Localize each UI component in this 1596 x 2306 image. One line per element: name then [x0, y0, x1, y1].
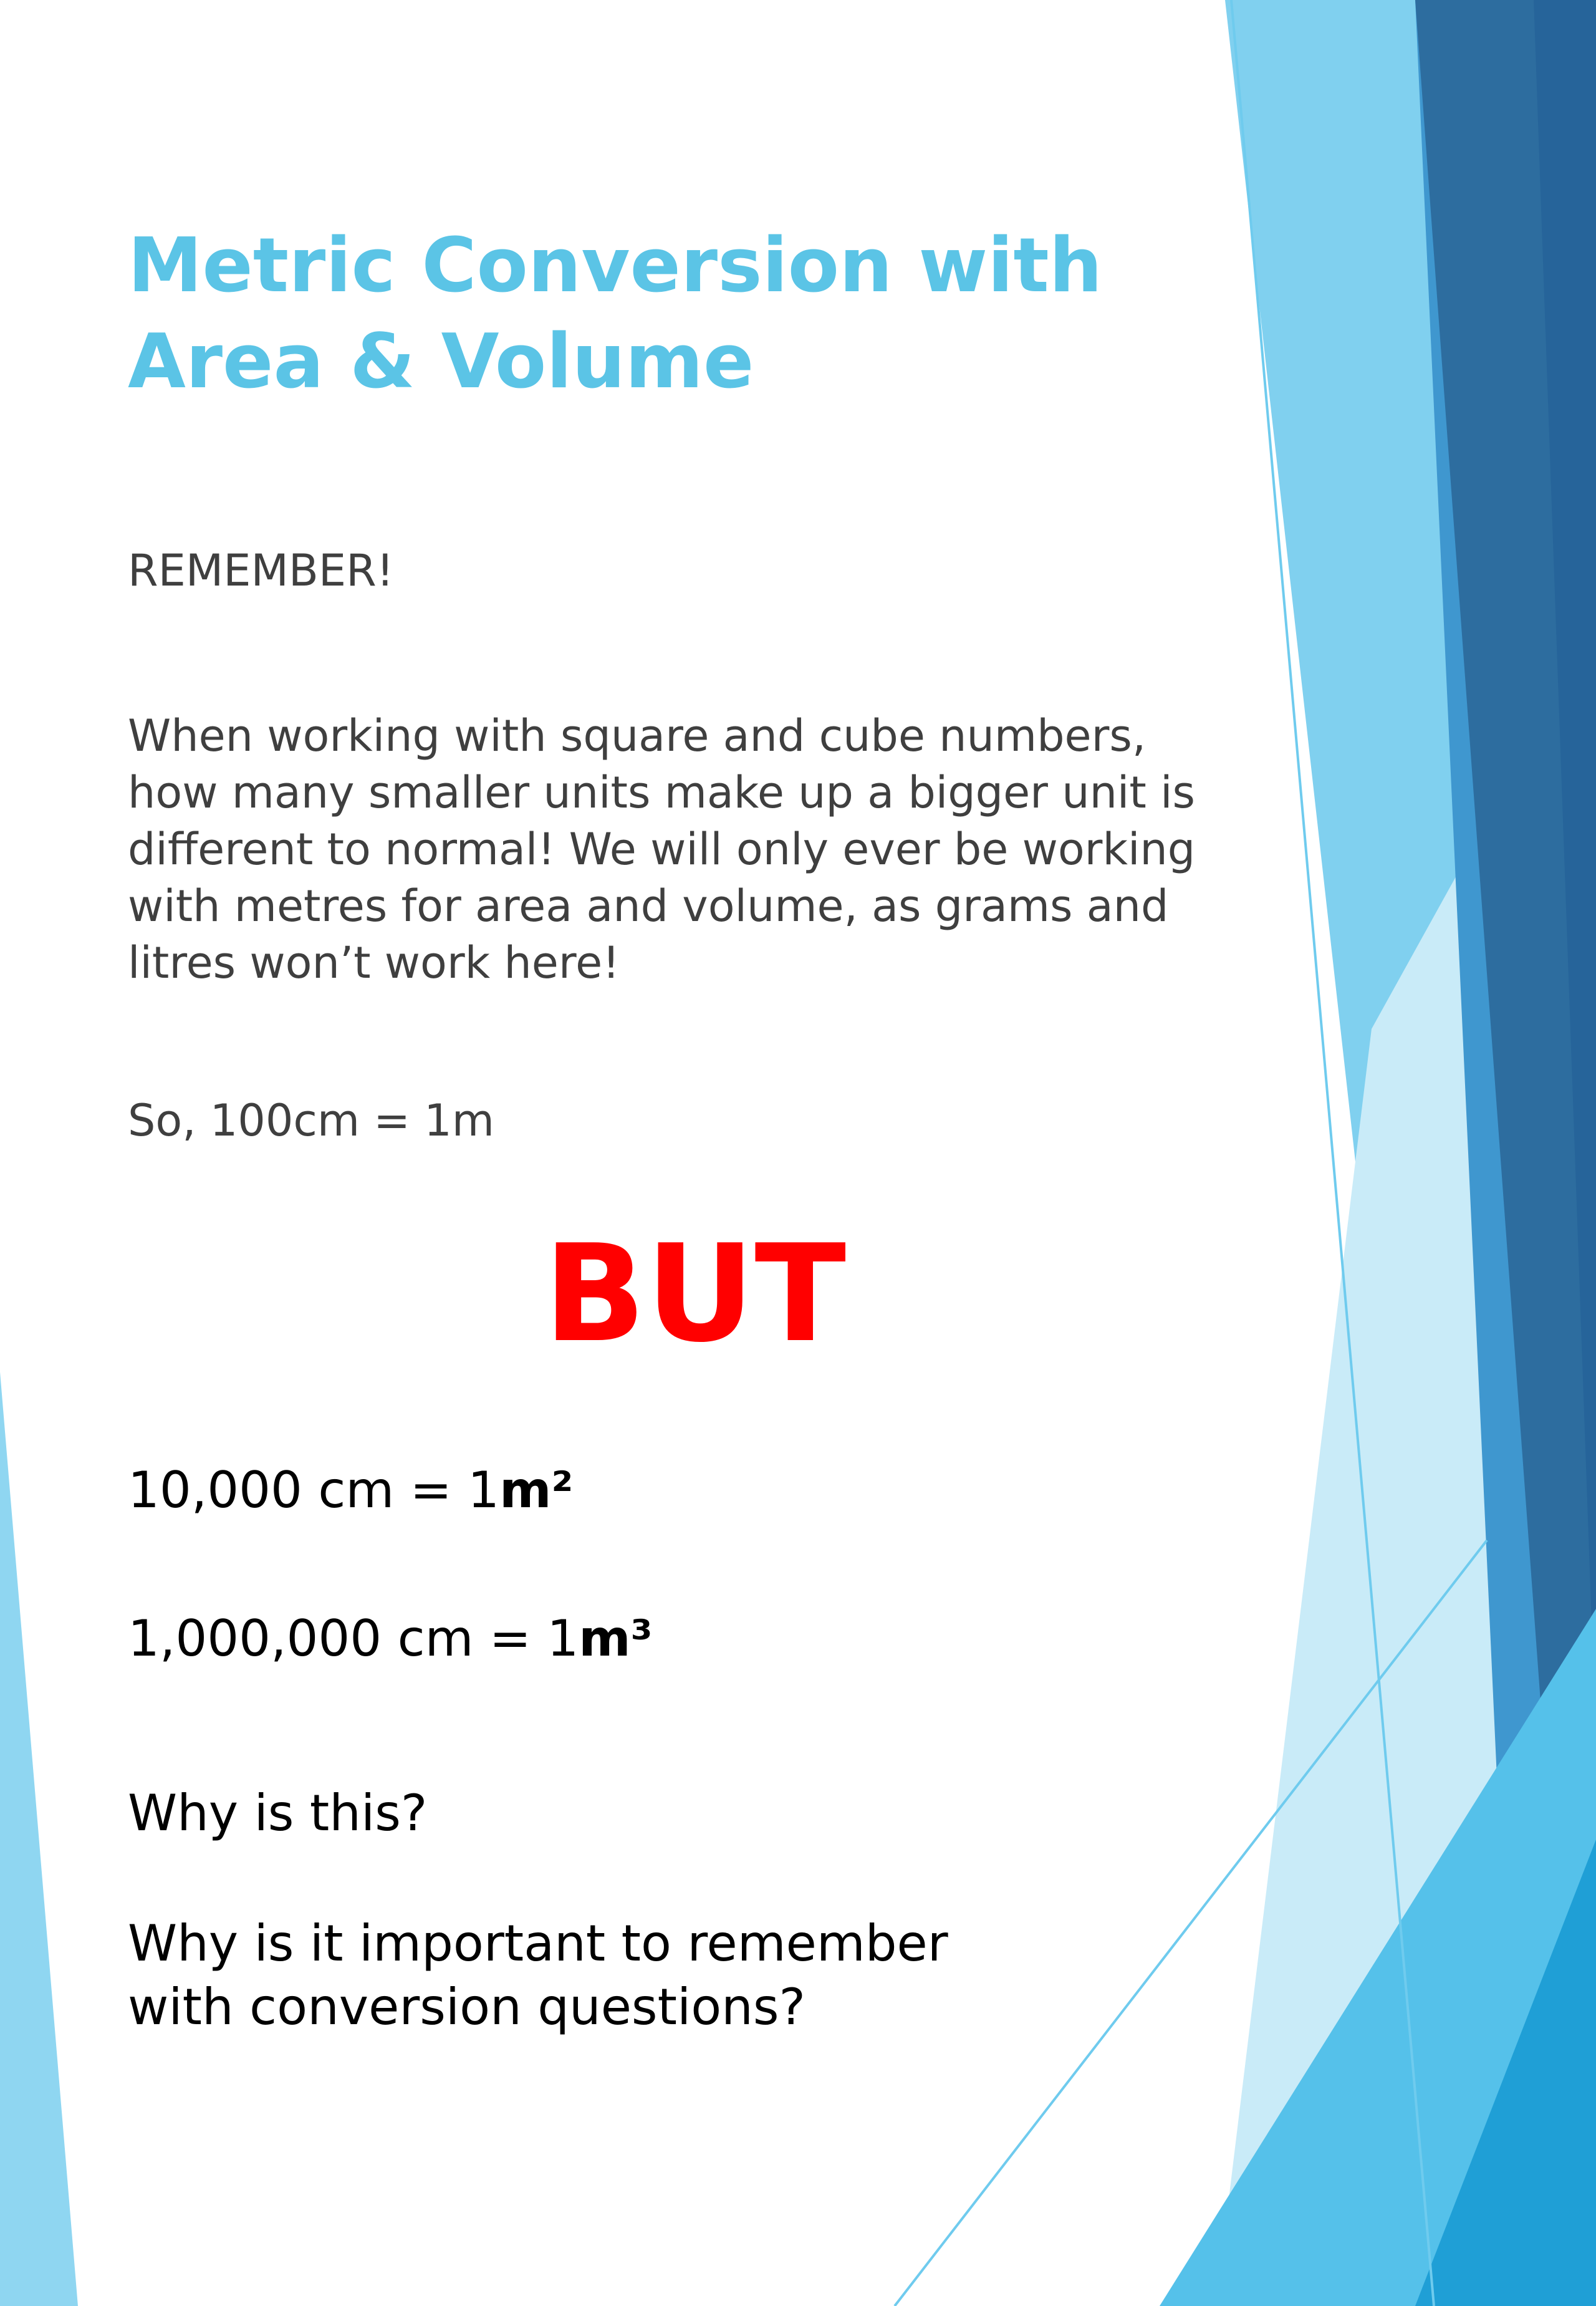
but-emphasis: BUT [544, 1215, 847, 1372]
left-edge-stripe [0, 1372, 78, 2306]
area-conversion-value: 10,000 cm = 1 [128, 1461, 500, 1519]
slide-title: Metric Conversion with Area & Volume [128, 223, 1103, 405]
question-why: Why is this? [128, 1784, 428, 1842]
question-importance-line-2: with conversion questions? [128, 1978, 805, 2036]
area-conversion-line [128, 1459, 573, 1522]
question-importance [128, 1912, 1125, 2039]
volume-conversion-line [128, 1608, 653, 1670]
question-importance-line-1: Why is it important to remember [128, 1914, 948, 1972]
volume-unit: m³ [579, 1609, 653, 1667]
volume-conversion-value: 1,000,000 cm = 1 [128, 1609, 579, 1667]
linear-conversion-line: So, 100cm = 1m [128, 1095, 494, 1146]
remember-heading: REMEMBER! [128, 545, 394, 596]
intro-paragraph: When working with square and cube numbers, how many smaller units make up a bigger unit is different to normal! We will only ever be working with metres for area and volume, as grams and litres won’t work here! [128, 710, 1196, 988]
area-unit: m² [499, 1461, 574, 1519]
